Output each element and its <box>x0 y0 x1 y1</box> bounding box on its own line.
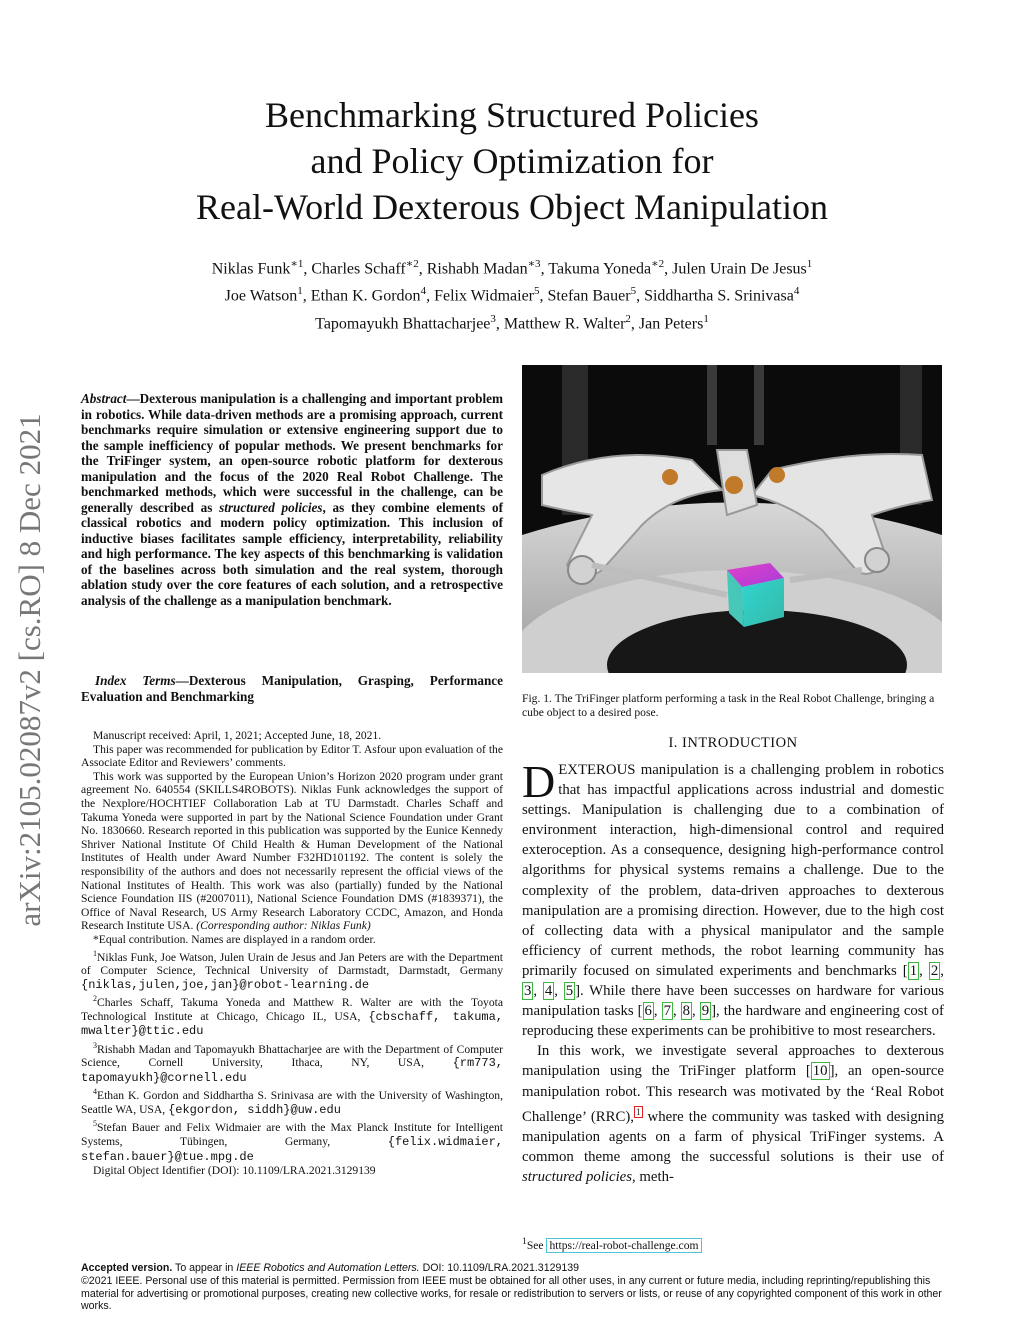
support-text: This work was supported by the European Union’s Horizon 2020 program under grant agreement No. 640554 (SKILLS4ROBOTS). Niklas Funk acknowledges the support of the Nexplore/HOCHTIEF Collaboration Lab at TU Darmstadt. Charles Schaff and Takuma Yoneda were supported in part by the National Science Foundation under Grant No. 1830660. Research reported in this publication was supported by the Eunice Kennedy Shriver National Institute Of Child Health & Human Development of the National Institutes of Health under Award Number F32HD101192. The content is solely the responsibility of the authors and does not necessarily represent the official views of the National Institutes of Health. This work was also (partially) funded by the National Science Foundation IIS (#2007011), National Science Foundation DMS (#1839371), the Office of Naval Research, US Army Research Laboratory CCDC, Amazon, and Honda Research Institute USA. <box>81 769 503 933</box>
affiliation-mark: 4 <box>420 285 427 298</box>
author: Ethan K. Gordon <box>310 287 421 305</box>
affiliation-mark: 4 <box>793 285 800 298</box>
author: Takuma Yoneda <box>548 260 652 278</box>
title-line: and Policy Optimization for <box>310 141 714 181</box>
citation-link[interactable]: 10 <box>812 1063 828 1080</box>
affiliation-email: {felix.widmaier, stefan.bauer}@tue.mpg.de <box>81 1134 503 1164</box>
corresponding-author: (Corresponding author: Niklas Funk) <box>196 919 371 933</box>
footnote-affiliation-2 <box>81 992 503 1039</box>
footnote-equal: *Equal contribution. Names are displayed in a random order. <box>93 932 376 946</box>
author: Jan Peters <box>638 314 704 332</box>
footnote-mark: 4 <box>93 1087 97 1097</box>
figure-caption: Fig. 1. The TriFinger platform performing a task in the Real Robot Challenge, bringing a cube object to a desired pose. <box>522 692 935 719</box>
footnote-support <box>81 770 503 933</box>
affiliation-mark: 3 <box>490 312 496 325</box>
affiliation-mark: ∗2 <box>405 258 419 270</box>
paragraph-text: where the community was tasked with designing manipulation agents on a farm of physical TriFinger systems. A common theme among the successful solutions is their use of <box>522 1108 944 1165</box>
paragraph-text: ], the hardware and engineering cost of reproducing these experiments can be prohibitive to most researchers. <box>522 1003 944 1040</box>
paragraph-text: ], an open-source manipulation robot. This research was motivated by the ‘Real Robot Challenge’ (RRC), <box>522 1063 944 1125</box>
affiliation-mark: 1 <box>703 312 709 325</box>
affiliation-mark: ∗2 <box>651 258 665 270</box>
author: Julen Urain De Jesus <box>672 260 807 278</box>
journal-name: IEEE Robotics and Automation Letters. <box>236 1262 420 1274</box>
footnote-mark: 2 <box>93 994 97 1004</box>
author: Charles Schaff <box>311 260 406 278</box>
author-line: Niklas Funk$^{∗1}$, Charles Schaff$^{∗2}$, Rishabh Madan$^{∗3}$, Takuma Yoneda$^{∗2}$, Julen Urain De Jesus$^1$ <box>211 258 813 278</box>
abstract-text: , as they combine elements of classical robotics and modern policy optimization. This inclusion of inductive biases facilitates sample efficiency, interpretability, reliability and high performance. The key aspects of this benchmarking is validation of the baselines across both simulation and the real system, thorough ablation study over the core features of each solution, and a retrospective analysis of the challenge as a manipulation benchmark. <box>81 499 503 608</box>
footnote-received: Manuscript received: April, 1, 2021; Accepted June, 18, 2021. <box>93 729 382 742</box>
footnote-mark: 1 <box>93 948 97 958</box>
affiliation-email: {ekgordon, siddh}@uw.edu <box>168 1102 341 1117</box>
emphasis: structured policies <box>522 1168 633 1185</box>
author: Rishabh Madan <box>426 260 528 278</box>
accepted-label: Accepted version. <box>81 1262 173 1274</box>
citation-link[interactable]: 5 <box>565 983 574 1000</box>
trifinger-illustration <box>522 365 942 673</box>
affiliation-mark: 5 <box>630 285 637 298</box>
citation-link[interactable]: 7 <box>663 1003 671 1020</box>
index-terms-label: Index Terms <box>95 673 176 688</box>
accepted-text: To appear in <box>172 1262 237 1274</box>
accepted-doi: DOI: 10.1109/LRA.2021.3129139 <box>419 1262 580 1274</box>
trifinger-photo <box>522 365 942 673</box>
footnote-mark: 3 <box>93 1040 97 1050</box>
paragraph-text: ]. While there have been successes on hardware for various manipulation tasks [ <box>522 983 944 1020</box>
footnote-affiliation-5 <box>81 1117 503 1164</box>
paragraph-text: EXTEROUS manipulation is a challenging problem in robotics that has impactful applications across industrial and domestic settings. Manipulation is challenging due to a combination of environment interaction, high-dimensional control and required exteroception. As a consequence, designing high-performance control algorithms for physical systems remains a challenge. Due to the complexity of the problem, data-driven approaches to dexterous manipulation are a promising direction. However, due to the high cost of collecting data with a physical manipulator and the sample efficiency of current methods, the robot learning community has primarily focused on simulated experiments and benchmarks [ <box>522 762 944 979</box>
footnote-text: See <box>526 1238 547 1252</box>
author-line: Joe Watson$^1$, Ethan K. Gordon$^4$, Felix Widmaier$^5$, Stefan Bauer$^5$, Siddhartha S. Srinivasa$^4$ <box>224 285 800 305</box>
index-terms <box>81 673 503 704</box>
affiliation-mark: 1 <box>806 258 813 270</box>
finger-joint <box>865 548 889 572</box>
copyright-notice: ©2021 IEEE. Personal use of this material is permitted. Permission from IEEE must be obtained for all other uses, in any current or future media, including reprinting/republishing this material for advertising or promotional purposes, creating new collective works, for resale or redistribution to servers or lists, or reuse of any copyrighted component of this work in other works. <box>81 1274 942 1313</box>
page-footnote <box>522 1236 944 1252</box>
abstract-text: —Dexterous manipulation is a challenging and important problem in robotics. While data-driven methods are a promising approach, current benchmarks require simulation or extensive engineering support due to the sample inefficiency of popular methods. We present benchmarks for the TriFinger system, an open-source robotic platform for dexterous manipulation and the focus of the 2020 Real Robot Challenge. The benchmarked methods, which were successful in the challenge, can be generally described as <box>81 391 503 515</box>
paragraph-text: , meth- <box>632 1168 674 1185</box>
motor <box>769 467 785 483</box>
author: Stefan Bauer <box>547 287 631 305</box>
footnote-link[interactable]: 1 <box>636 1106 641 1117</box>
author: Matthew R. Walter <box>503 314 626 332</box>
affiliation-text: Ethan K. Gordon and Siddhartha S. Srinivasa are with the University of Washington, Seattle WA, USA, <box>81 1089 503 1116</box>
section-heading: I. INTRODUCTION <box>668 735 798 751</box>
affiliation-mark: 1 <box>297 285 303 298</box>
abstract <box>81 391 503 608</box>
arxiv-watermark <box>0 370 60 970</box>
citation-link[interactable]: 4 <box>544 983 553 1000</box>
affiliation-email: {cbschaff, takuma, mwalter}@ttic.edu <box>81 1009 503 1039</box>
intro-paragraph-2 <box>522 1041 944 1187</box>
front-footnotes <box>81 729 503 1178</box>
accepted-line <box>81 1262 951 1275</box>
affiliation-mark: 2 <box>625 312 631 325</box>
author: Tapomayukh Bhattacharjee <box>315 314 491 332</box>
challenge-url-link[interactable]: https://real-robot-challenge.com <box>546 1238 701 1253</box>
affiliation-mark: ∗3 <box>527 258 541 270</box>
footnote-recommended: This paper was recommended for publication by Editor T. Asfour upon evaluation of the Associate Editor and Reviewers’ comments. <box>81 742 503 770</box>
citation-link[interactable]: 8 <box>682 1003 691 1020</box>
introduction-text <box>522 756 944 1187</box>
footnote-affiliation-4 <box>81 1085 503 1117</box>
author: Joe Watson <box>224 287 298 305</box>
bottom-notice <box>81 1262 951 1313</box>
footnote-mark: 1 <box>522 1236 527 1247</box>
citation-link[interactable]: 3 <box>524 983 532 1000</box>
citation-link[interactable]: 9 <box>701 1003 710 1020</box>
affiliation-email: {niklas,julen,joe,jan}@robot-learning.de <box>81 977 370 992</box>
citation-link[interactable]: 1 <box>909 962 918 979</box>
title-line: Benchmarking Structured Policies <box>265 95 759 135</box>
affiliation-email: {rm773, tapomayukh}@cornell.edu <box>81 1056 503 1085</box>
affiliation-text: Stefan Bauer and Felix Widmaier are with the Max Planck Institute for Intelligent Systems, Tübingen, Germany, <box>81 1121 503 1148</box>
abstract-emphasis: structured policies <box>219 499 323 515</box>
footnote-mark: 5 <box>93 1119 97 1129</box>
author: Niklas Funk <box>211 260 291 278</box>
affiliation-text: Niklas Funk, Joe Watson, Julen Urain de Jesus and Jan Peters are with the Department of Computer Science, Technical University of Darmstadt, Darmstadt, Germany <box>81 950 503 977</box>
citation-link[interactable]: 6 <box>644 1003 652 1020</box>
frame-rod <box>707 365 717 445</box>
footnote-doi: Digital Object Identifier (DOI): 10.1109/LRA.2021.3129139 <box>93 1164 376 1178</box>
citation-link[interactable]: 2 <box>930 962 939 979</box>
finger-joint <box>568 556 596 584</box>
affiliation-text: Rishabh Madan and Tapomayukh Bhattacharjee are with the Department of Computer Science, Cornell University, Ithaca, NY, USA, <box>81 1042 503 1070</box>
paper-title <box>0 92 1024 230</box>
drop-cap: D <box>522 756 556 807</box>
author-list <box>0 253 1024 335</box>
affiliation-text: Charles Schaff, Takuma Yoneda and Matthew R. Walter are with the Toyota Technological Institute at Chicago, Chicago IL, USA, <box>81 996 503 1023</box>
author: Felix Widmaier <box>434 287 534 305</box>
author: Siddhartha S. Srinivasa <box>644 287 794 305</box>
motor <box>662 469 678 485</box>
title-line: Real-World Dexterous Object Manipulation <box>196 187 828 227</box>
arxiv-id: arXiv:2105.02087v2 [cs.RO] 8 Dec 2021 <box>12 413 47 927</box>
motor <box>725 476 743 494</box>
abstract-label: Abstract <box>81 391 127 406</box>
footnote-affiliation-3 <box>81 1039 503 1086</box>
paragraph-text: In this work, we investigate several approaches to dexterous manipulation using the TriFinger platform [ <box>522 1043 944 1080</box>
footnote-affiliation-1 <box>81 947 503 993</box>
index-terms-text: —Dexterous Manipulation, Grasping, Performance Evaluation and Benchmarking <box>81 673 503 704</box>
frame-rod <box>754 365 764 445</box>
intro-paragraph-1: DEXTEROUS manipulation is a challenging problem in robotics that has impactful applications across industrial and domestic settings. Manipulation is challenging due to a combination of environment interaction, high-dimensional control and required exteroception. As a consequence, designing high-performance control algorithms for physical systems remains a challenge. Due to the complexity of the problem, data-driven approaches to dexterous manipulation are a promising direction. However, due to the high cost of collecting data with a physical manipulator and the sample efficiency of current methods, the robot learning community has primarily focused on simulated experiments and benchmarks [ 1 , 2 , 3 , 4 , 5 ]. While there have been successes on hardware for various manipulation tasks [ 6 , 7 , 8 , 9 ], the hardware and engineering cost of reproducing these experiments can be prohibitive to most researchers. <box>522 756 944 1040</box>
affiliation-mark: 5 <box>534 285 540 298</box>
author-line: Tapomayukh Bhattacharjee$^3$, Matthew R. Walter$^2$, Jan Peters$^1$ <box>315 312 709 332</box>
affiliation-mark: ∗1 <box>290 258 304 270</box>
